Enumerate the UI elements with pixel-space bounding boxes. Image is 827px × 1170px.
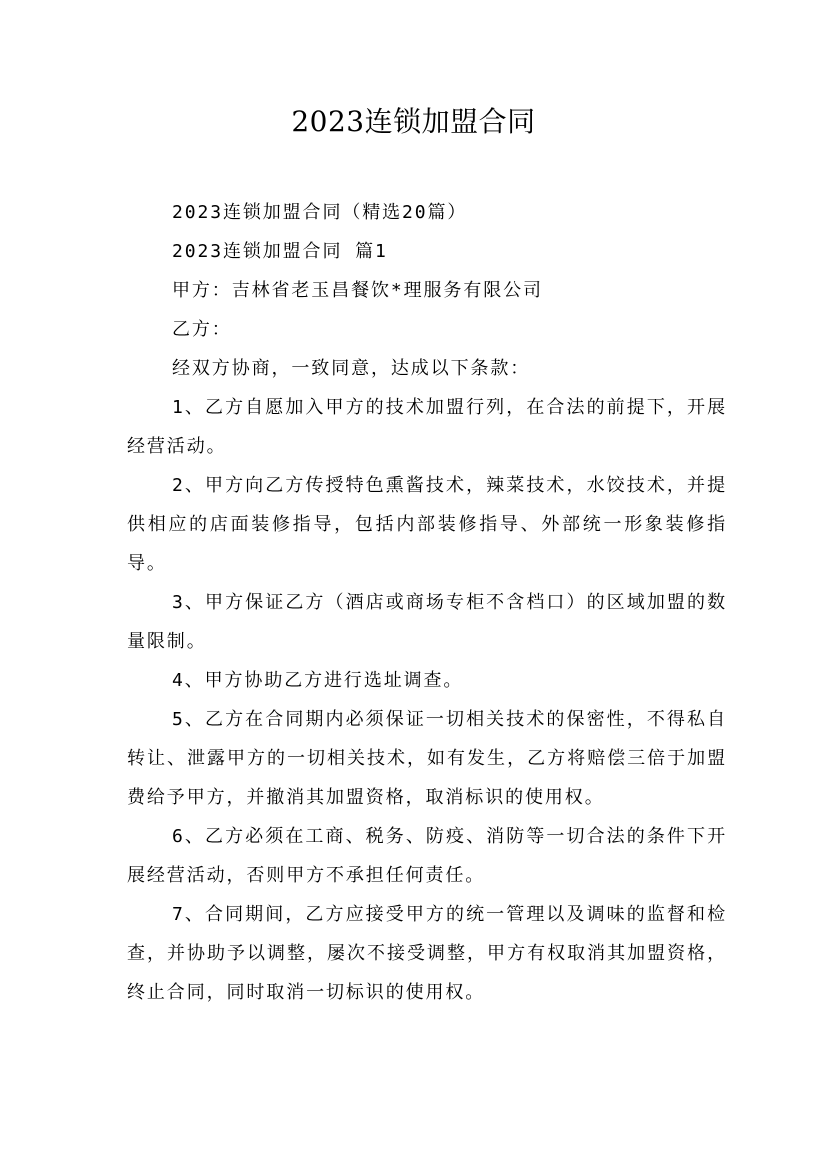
document-body bbox=[127, 193, 727, 1012]
paragraph-party-b: 乙方： bbox=[172, 319, 232, 340]
paragraph-section-heading: 2023连锁加盟合同 篇1 bbox=[172, 241, 388, 262]
document-title: 2023连锁加盟合同 bbox=[291, 105, 536, 138]
paragraph-clause-6: 6、乙方必须在工商、税务、防疫、消防等一切合法的条件下开展经营活动，否则甲方不承担任何责任。 bbox=[127, 826, 727, 886]
paragraph-party-a: 甲方：吉林省老玉昌餐饮*理服务有限公司 bbox=[172, 280, 543, 301]
paragraph-clause-2: 2、甲方向乙方传授特色熏酱技术，辣菜技术，水饺技术，并提供相应的店面装修指导，包括内部装修指导、外部统一形象装修指导。 bbox=[127, 475, 727, 574]
paragraph-clause-4: 4、甲方协助乙方进行选址调查。 bbox=[172, 670, 464, 691]
paragraph-clause-1: 1、乙方自愿加入甲方的技术加盟行列，在合法的前提下，开展经营活动。 bbox=[127, 397, 727, 457]
paragraph-intro: 经双方协商，一致同意，达成以下条款： bbox=[172, 358, 531, 379]
paragraph-clause-3: 3、甲方保证乙方（酒店或商场专柜不含档口）的区域加盟的数量限制。 bbox=[127, 592, 727, 652]
paragraph-clause-7: 7、合同期间，乙方应接受甲方的统一管理以及调味的监督和检查，并协助予以调整，屡次不接受调整，甲方有权取消其加盟资格，终止合同，同时取消一切标识的使用权。 bbox=[127, 904, 727, 1003]
paragraph-clause-5: 5、乙方在合同期内必须保证一切相关技术的保密性，不得私自转让、泄露甲方的一切相关技术，如有发生，乙方将赔偿三倍于加盟费给予甲方，并撤消其加盟资格，取消标识的使用权。 bbox=[127, 709, 727, 808]
paragraph-subtitle: 2023连锁加盟合同（精选20篇） bbox=[172, 202, 468, 223]
